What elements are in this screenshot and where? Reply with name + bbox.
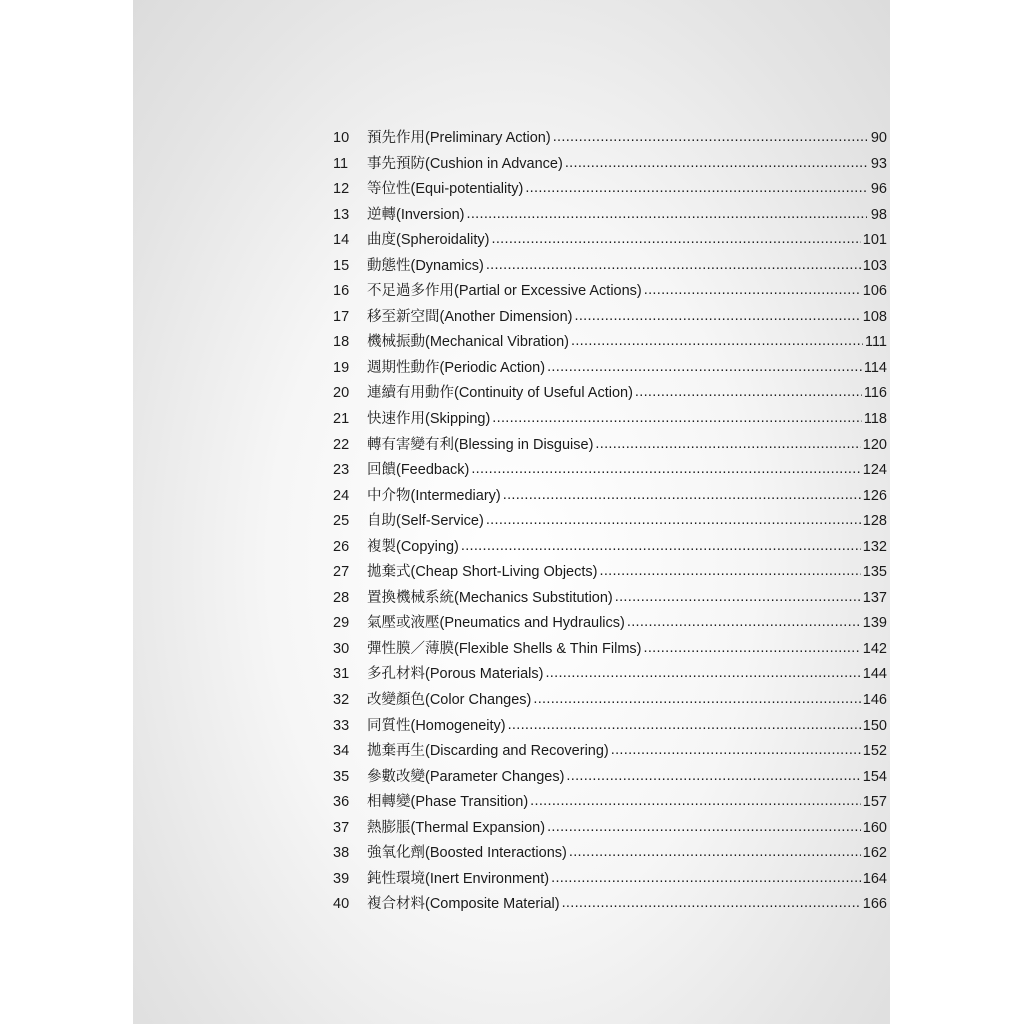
toc-entry-number: 31 [333,666,350,683]
toc-dot-leader [471,460,860,475]
toc-entry-number: 11 [333,155,349,172]
toc-entry-number: 35 [333,768,350,785]
toc-dot-leader [461,536,861,551]
toc-entry-title: 多孔材料(Porous Materials) [367,666,544,683]
toc-entry-number: 23 [333,462,350,479]
toc-entry-number: 39 [333,870,350,887]
toc-dot-leader [571,332,863,347]
toc-entry [333,126,887,152]
toc-entry-page-number: 101 [862,232,887,249]
toc-dot-leader [569,843,861,858]
toc-entry-title: 鈍性環境(Inert Environment) [367,870,550,887]
toc-entry-title: 改變顏色(Color Changes) [367,692,532,709]
toc-entry [333,458,887,484]
toc-dot-leader [566,766,860,781]
toc-dot-leader [562,894,861,909]
toc-entry [333,841,887,867]
toc-dot-leader [503,485,861,500]
toc-entry-page-number: 157 [862,794,887,811]
toc-entry [333,560,887,586]
toc-entry-title: 回饋(Feedback) [367,462,470,479]
toc-entry-page-number: 166 [862,896,887,913]
toc-dot-leader [553,128,867,143]
toc-entry-title: 複合材料(Composite Material) [367,896,560,913]
toc-entry-number: 25 [333,513,350,530]
toc-dot-leader [530,792,861,807]
toc-entry-page-number: 120 [862,436,887,453]
toc-entry-title: 置換機械系統(Mechanics Substitution) [367,589,613,606]
toc-entry-page-number: 135 [862,564,887,581]
toc-entry [333,816,887,842]
toc-entry-page-number: 142 [862,640,887,657]
toc-entry-number: 20 [333,385,350,402]
toc-dot-leader [574,306,860,321]
toc-dot-leader [533,690,860,705]
toc-entry-page-number: 98 [870,206,887,223]
toc-entry-number: 33 [333,717,350,734]
toc-entry-title: 週期性動作(Periodic Action) [367,359,546,376]
toc-entry-title: 轉有害變有利(Blessing in Disguise) [367,436,594,453]
toc-entry-number: 40 [333,896,350,913]
document-page [133,0,890,1024]
toc-entry [333,407,887,433]
toc-entry-number: 38 [333,845,350,862]
toc-entry-title: 不足過多作用(Partial or Excessive Actions) [367,283,642,300]
toc-entry-page-number: 90 [870,130,887,146]
toc-entry-page-number: 160 [862,819,887,836]
toc-entry-title: 相轉變(Phase Transition) [367,794,529,811]
toc-entry-number: 32 [333,692,350,709]
toc-dot-leader [643,638,860,653]
toc-dot-leader [611,741,861,756]
toc-dot-leader [492,230,861,245]
toc-entry-page-number: 154 [862,768,887,785]
toc-dot-leader [599,562,860,577]
toc-entry [333,228,887,254]
toc-entry-title: 熱膨脹(Thermal Expansion) [367,819,546,836]
toc-entry-title: 彈性膜／薄膜(Flexible Shells & Thin Films) [367,640,642,657]
toc-entry-number: 15 [333,257,350,274]
toc-entry-number: 30 [333,640,350,657]
toc-entry [333,662,887,688]
toc-entry-title: 參數改變(Parameter Changes) [367,768,565,785]
toc-entry [333,381,887,407]
toc-entry [333,765,887,791]
toc-entry-page-number: 164 [862,870,887,887]
toc-dot-leader [547,817,861,832]
toc-entry [333,637,887,663]
toc-entry-number: 34 [333,743,350,760]
toc-dot-leader [615,587,861,602]
toc-entry [333,714,887,740]
toc-entry-page-number: 106 [862,283,887,300]
toc-entry-number: 13 [333,206,350,223]
toc-entry-page-number: 103 [862,257,887,274]
toc-entry [333,356,887,382]
toc-dot-leader [545,664,860,679]
toc-entry-title: 連續有用動作(Continuity of Useful Action) [367,385,633,402]
toc-entry [333,535,887,561]
toc-entry-page-number: 126 [862,487,887,504]
toc-entry-page-number: 111 [864,334,887,351]
toc-entry-number: 36 [333,794,350,811]
toc-entry-page-number: 118 [863,411,887,428]
toc-entry [333,177,887,203]
toc-entry-title: 拋棄式(Cheap Short-Living Objects) [367,564,598,581]
toc-entry [333,305,887,331]
toc-entry-page-number: 93 [870,155,887,172]
toc-entry-title: 拋棄再生(Discarding and Recovering) [367,743,609,760]
toc-entry [333,433,887,459]
toc-entry-title: 複製(Copying) [367,538,459,555]
toc-entry-number: 24 [333,487,350,504]
toc-entry-page-number: 132 [862,538,887,555]
toc-entry-title: 強氧化劑(Boosted Interactions) [367,845,567,862]
toc-entry-title: 移至新空間(Another Dimension) [367,308,573,325]
toc-entry-page-number: 139 [862,615,887,632]
toc-dot-leader [595,434,860,449]
toc-dot-leader [525,179,867,194]
toc-entry-number: 29 [333,615,350,632]
toc-entry-page-number: 150 [862,717,887,734]
toc-dot-leader [486,511,861,526]
toc-entry [333,203,887,229]
toc-entry-title: 逆轉(Inversion) [367,206,465,223]
toc-entry-number: 12 [333,181,350,198]
toc-entry-page-number: 162 [862,845,887,862]
toc-entry-number: 37 [333,819,350,836]
toc-entry-title: 預先作用(Preliminary Action) [367,130,551,146]
toc-entry-title: 中介物(Intermediary) [367,487,501,504]
toc-dot-leader [508,715,861,730]
toc-entry-number: 21 [333,411,350,428]
toc-entry [333,739,887,765]
toc-dot-leader [467,204,868,219]
toc-entry-title: 等位性(Equi-potentiality) [367,181,524,198]
toc-entry-page-number: 137 [862,589,887,606]
toc-entry-number: 16 [333,283,350,300]
table-of-contents [333,126,887,918]
toc-entry-title: 自助(Self-Service) [367,513,484,530]
toc-entry-page-number: 128 [862,513,887,530]
toc-entry-page-number: 146 [862,692,887,709]
toc-entry-title: 曲度(Spheroidality) [367,232,490,249]
toc-entry-page-number: 152 [862,743,887,760]
toc-entry [333,790,887,816]
toc-dot-leader [627,613,861,628]
toc-entry [333,152,887,178]
toc-entry-title: 事先預防(Cushion in Advance) [367,155,563,172]
toc-dot-leader [565,153,867,168]
toc-entry [333,279,887,305]
toc-entry [333,509,887,535]
toc-entry-title: 快速作用(Skipping) [367,411,491,428]
toc-dot-leader [492,409,862,424]
toc-entry-page-number: 116 [863,385,887,402]
toc-entry [333,586,887,612]
toc-dot-leader [547,357,862,372]
toc-entry [333,688,887,714]
toc-entry [333,611,887,637]
toc-entry-title: 動態性(Dynamics) [367,257,484,274]
toc-entry [333,254,887,280]
toc-entry [333,484,887,510]
toc-entry-page-number: 96 [870,181,887,198]
toc-entry-number: 19 [333,359,350,376]
toc-entry-page-number: 114 [863,359,887,376]
toc-entry-title: 氣壓或液壓(Pneumatics and Hydraulics) [367,615,625,632]
toc-entry-title: 機械振動(Mechanical Vibration) [367,334,569,351]
toc-entry-number: 22 [333,436,350,453]
toc-dot-leader [551,868,861,883]
toc-entry-number: 26 [333,538,350,555]
toc-entry-page-number: 108 [862,308,887,325]
toc-entry [333,330,887,356]
toc-entry-number: 14 [333,232,350,249]
toc-entry-number: 28 [333,589,350,606]
toc-entry-number: 10 [333,130,350,146]
toc-entry-page-number: 144 [862,666,887,683]
toc-entry [333,892,887,918]
toc-dot-leader [635,383,862,398]
toc-dot-leader [486,255,861,270]
toc-entry-title: 同質性(Homogeneity) [367,717,506,734]
toc-entry-number: 17 [333,308,350,325]
toc-entry-number: 18 [333,334,350,351]
toc-entry-page-number: 124 [862,462,887,479]
toc-dot-leader [644,281,861,296]
toc-entry [333,867,887,893]
toc-entry-number: 27 [333,564,350,581]
